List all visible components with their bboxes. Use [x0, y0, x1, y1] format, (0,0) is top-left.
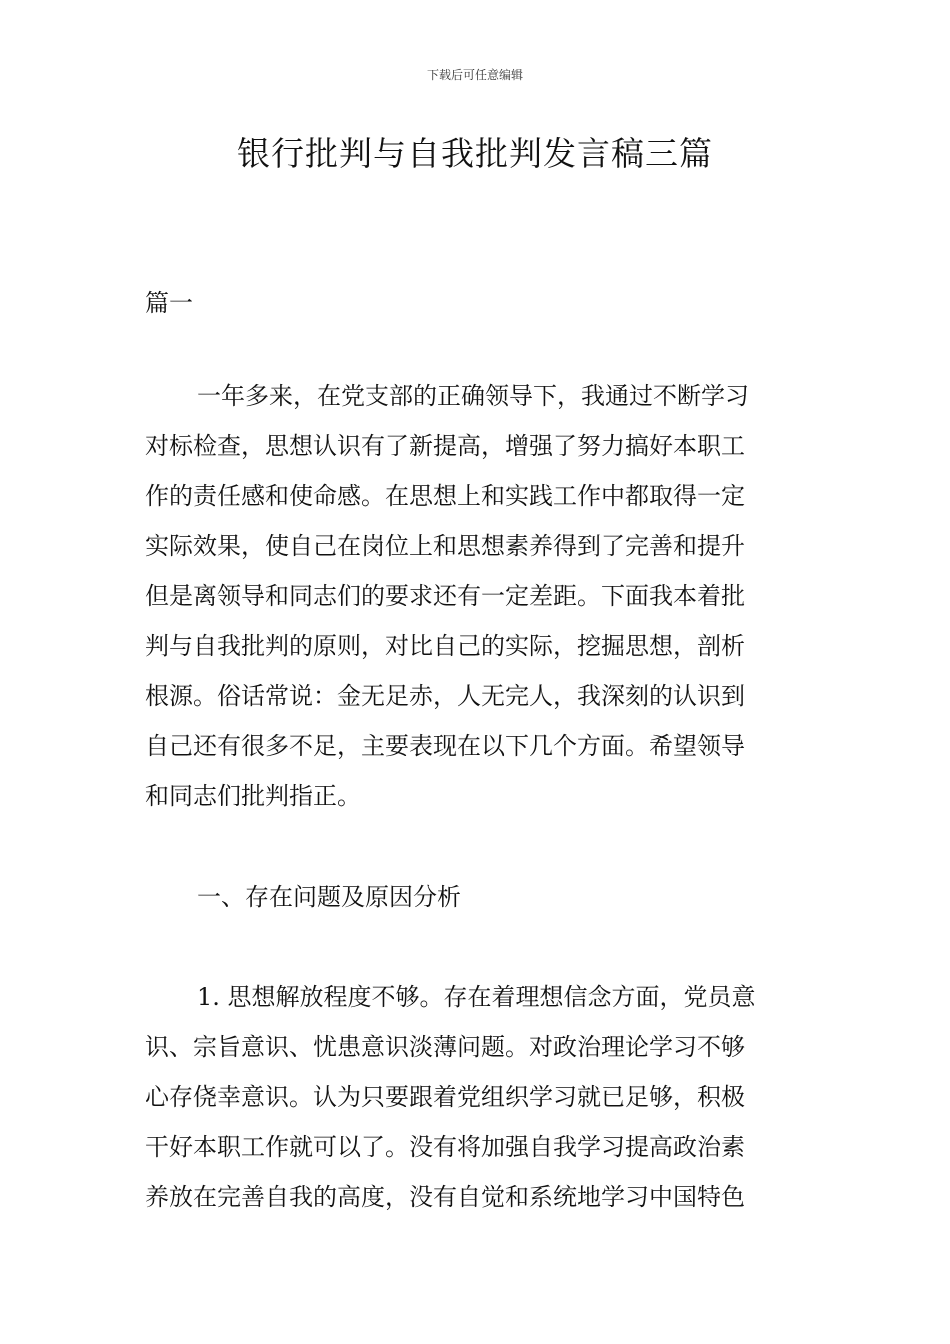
- paragraph-line: 对标检查，思想认识有了新提高，增强了努力搞好本职工: [145, 432, 745, 460]
- paragraph-line: 根源。俗话常说：金无足赤，人无完人，我深刻的认识到: [145, 682, 745, 710]
- paragraph-line: 自己还有很多不足，主要表现在以下几个方面。希望领导: [145, 732, 745, 760]
- document-title: 银行批判与自我批判发言稿三篇: [237, 134, 713, 173]
- paragraph-line: 作的责任感和使命感。在思想上和实践工作中都取得一定: [145, 482, 745, 510]
- paragraph-line: 识、宗旨意识、忧患意识淡薄问题。对政治理论学习不够: [145, 1033, 745, 1061]
- section-label: 篇一: [145, 289, 193, 317]
- paragraph-intro: [145, 371, 805, 821]
- paragraph-line: 和同志们批判指正。: [145, 782, 361, 810]
- header-note: 下载后可任意编辑: [426, 68, 523, 82]
- paragraph-line: 但是离领导和同志们的要求还有一定差距。下面我本着批: [145, 582, 745, 610]
- paragraph-line: 判与自我批判的原则，对比自己的实际，挖掘思想，剖析: [145, 632, 745, 660]
- paragraph-line: 1. 思想解放程度不够。存在着理想信念方面，党员意: [197, 983, 756, 1011]
- paragraph-line: 干好本职工作就可以了。没有将加强自我学习提高政治素: [145, 1133, 745, 1161]
- section-heading: 一、存在问题及原因分析: [197, 883, 461, 911]
- paragraph-point-1: [145, 972, 805, 1222]
- paragraph-line: 养放在完善自我的高度，没有自觉和系统地学习中国特色: [145, 1183, 745, 1211]
- paragraph-line: 实际效果，使自己在岗位上和思想素养得到了完善和提升: [145, 532, 745, 560]
- paragraph-line: 一年多来，在党支部的正确领导下，我通过不断学习: [197, 382, 749, 410]
- paragraph-line: 心存侥幸意识。认为只要跟着党组织学习就已足够，积极: [145, 1083, 745, 1111]
